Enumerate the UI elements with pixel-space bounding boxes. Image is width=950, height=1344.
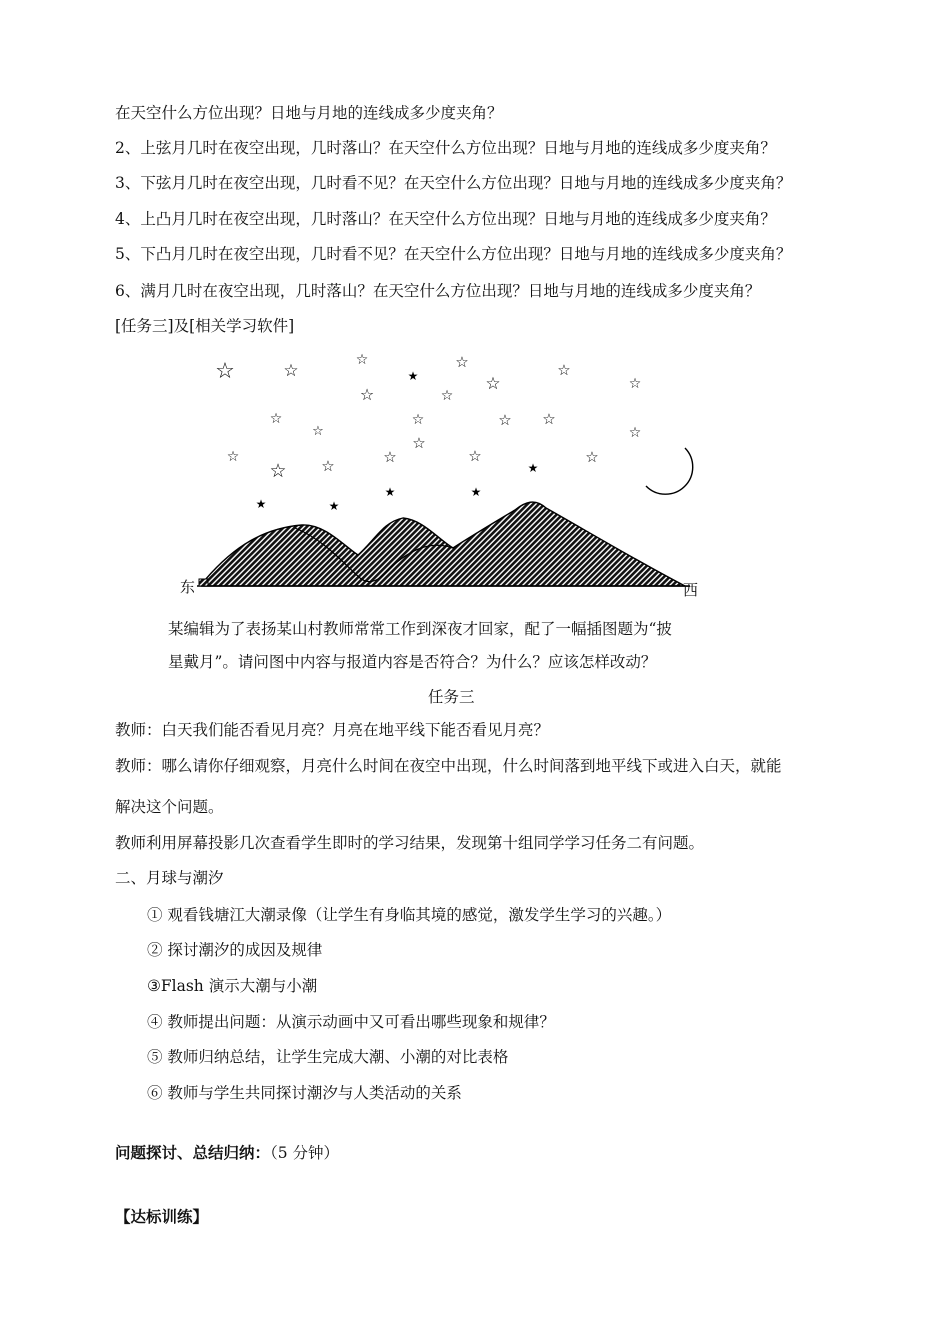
- star-icon: ☆: [269, 460, 287, 482]
- star-icon: ☆: [628, 425, 642, 441]
- summary-line: [115, 1142, 339, 1164]
- mountain-moon-drawing: [175, 340, 715, 605]
- star-icon: ☆: [557, 361, 571, 379]
- star-icon: ☆: [321, 457, 335, 475]
- list-item: ② 探讨潮汐的成因及规律: [147, 941, 323, 959]
- figure-title: 任务三: [428, 688, 475, 706]
- star-icon: ★: [470, 485, 482, 499]
- teacher-question-1: 教师：白天我们能否看见月亮？月亮在地平线下能否看见月亮？: [115, 721, 550, 739]
- west-label: 西: [683, 581, 699, 599]
- star-icon: ☆: [269, 411, 283, 427]
- star-icon: ☆: [283, 361, 299, 381]
- star-icon: ☆: [355, 352, 369, 368]
- figure-caption-line-1: 某编辑为了表扬某山村教师常常工作到深夜才回家，配了一幅插图题为“披: [168, 620, 672, 638]
- summary-label: 问题探讨、总结归纳：: [115, 1143, 271, 1162]
- star-icon: ☆: [542, 410, 556, 428]
- star-icon: ★: [328, 499, 340, 513]
- night-sky-illustration: [175, 340, 715, 605]
- question-line-4: 4、上凸月几时在夜空出现，几时落山？在天空什么方位出现？日地与月地的连线成多少度夹角？: [115, 210, 776, 228]
- star-icon: ☆: [359, 385, 375, 404]
- east-label: 东: [180, 578, 196, 596]
- star-icon: ☆: [628, 376, 642, 392]
- star-icon: ☆: [383, 448, 397, 466]
- star-icon: ★: [527, 461, 539, 475]
- star-icon: ☆: [215, 359, 235, 384]
- stars: [215, 352, 641, 513]
- star-icon: ☆: [485, 374, 501, 394]
- east-marker-box: [199, 579, 208, 586]
- section-heading-moon-tides: 二、月球与潮汐: [115, 869, 224, 887]
- question-line-2: 2、上弦月几时在夜空出现，几时落山？在天空什么方位出现？日地与月地的连线成多少度夹角？: [115, 139, 776, 157]
- star-icon: ☆: [498, 411, 512, 429]
- teacher-note: 教师利用屏幕投影几次查看学生即时的学习结果，发现第十组同学学习任务二有问题。: [115, 834, 705, 852]
- list-item: ① 观看钱塘江大潮录像（让学生有身临其境的感觉，激发学生学习的兴趣。）: [147, 906, 672, 924]
- figure-caption-line-2: 星戴月”。请问图中内容与报道内容是否符合？为什么？应该怎样改动？: [168, 653, 657, 671]
- list-item: ⑤ 教师归纳总结，让学生完成大潮、小潮的对比表格: [147, 1048, 509, 1066]
- list-item: ⑥ 教师与学生共同探讨潮汐与人类活动的关系: [147, 1084, 462, 1102]
- star-icon: ☆: [585, 448, 599, 466]
- star-icon: ☆: [226, 449, 240, 465]
- teacher-question-2-cont: 解决这个问题。: [115, 798, 224, 816]
- star-icon: ☆: [312, 424, 324, 439]
- crescent-moon-icon: [646, 448, 693, 494]
- star-icon: ★: [384, 485, 396, 499]
- task-three-software-line: [任务三]及[相关学习软件]: [115, 317, 295, 335]
- question-line-1-cont: 在天空什么方位出现？日地与月地的连线成多少度夹角？: [115, 104, 503, 122]
- list-item: ③Flash 演示大潮与小潮: [147, 977, 318, 995]
- mountain-range: [202, 502, 685, 586]
- teacher-question-2: 教师：哪么请你仔细观察，月亮什么时间在夜空中出现，什么时间落到地平线下或进入白天，就能: [115, 757, 782, 775]
- summary-time: （5 分钟）: [270, 1144, 340, 1162]
- list-item: ④ 教师提出问题：从演示动画中又可看出哪些现象和规律？: [147, 1013, 555, 1031]
- star-icon: ☆: [412, 434, 426, 452]
- question-line-5: 5、下凸月几时在夜空出现，几时看不见？在天空什么方位出现？日地与月地的连线成多少度夹角？: [115, 245, 792, 263]
- question-line-6: 6、满月几时在夜空出现，几时落山？在天空什么方位出现？日地与月地的连线成多少度夹角？: [115, 282, 761, 300]
- question-line-3: 3、下弦月几时在夜空出现，几时看不见？在天空什么方位出现？日地与月地的连线成多少度夹角？: [115, 174, 792, 192]
- star-icon: ☆: [440, 388, 454, 404]
- star-icon: ☆: [411, 412, 425, 428]
- star-icon: ☆: [455, 353, 469, 371]
- star-icon: ★: [255, 497, 267, 511]
- star-icon: ★: [407, 369, 419, 383]
- training-heading: 【达标训练】: [115, 1207, 209, 1226]
- star-icon: ☆: [468, 447, 482, 465]
